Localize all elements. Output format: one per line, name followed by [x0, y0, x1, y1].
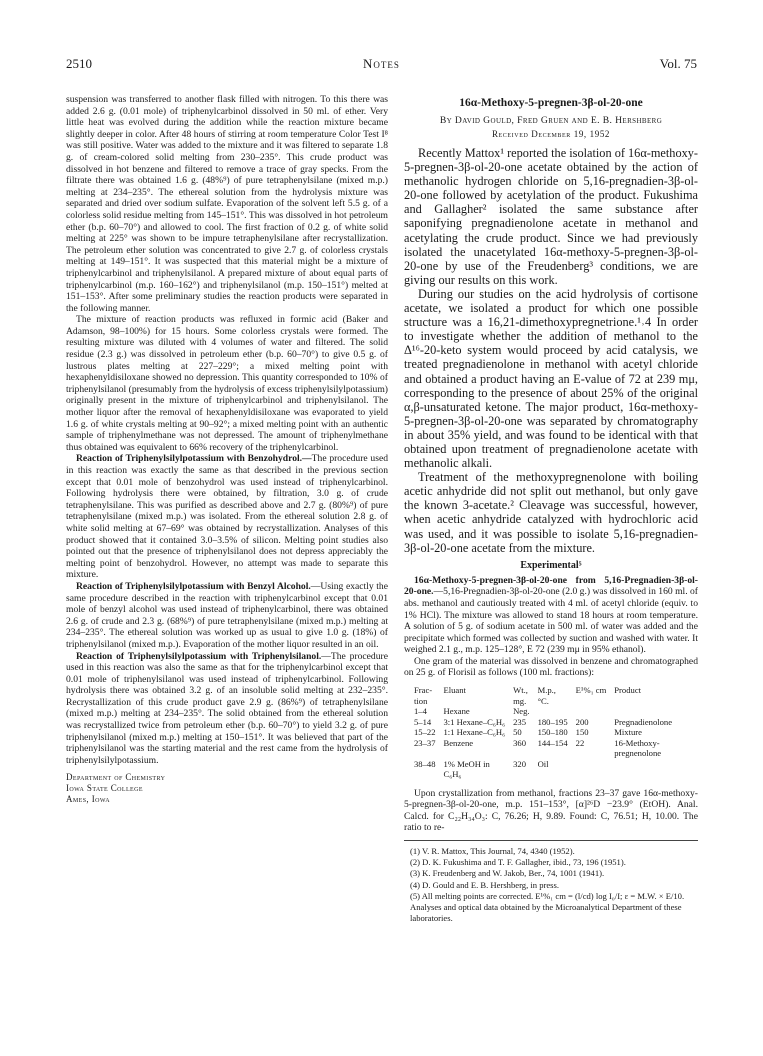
- experimental-paragraph: [404, 575, 698, 656]
- table-cell: [572, 706, 611, 717]
- table-cell: Benzene: [443, 737, 474, 748]
- table-header-cell: Eluant: [443, 685, 466, 696]
- table-cell: Oil: [537, 758, 549, 769]
- table-row: [410, 738, 676, 759]
- page-number: 2510: [66, 56, 92, 71]
- table-cell: 3:1 Hexane–C₆H₆: [443, 716, 506, 727]
- table-cell: 1:1 Hexane–C₆H₆: [443, 727, 506, 738]
- section-paragraph: [66, 651, 388, 767]
- table-header-row: [410, 685, 676, 706]
- left-column: [66, 94, 388, 805]
- fraction-table: [410, 685, 676, 780]
- table-cell: 50: [513, 727, 522, 738]
- footnote: (2) D. K. Fukushima and T. F. Gallagher, ibid., 73, 196 (1951).: [410, 857, 626, 868]
- chromatography-text: One gram of the material was dissolved in benzene and chromatographed on 25 g. of Florisil as follows (100 ml. fractions):: [404, 655, 698, 679]
- table-cell: Mixture: [614, 727, 642, 738]
- received-date: Received December 19, 1952: [491, 129, 611, 139]
- table-cell: 360: [513, 737, 526, 748]
- experimental-heading: Experimental⁵: [520, 559, 582, 571]
- body-paragraph: Treatment of the methoxypregnenolone with boiling acetic anhydride did not split out methanol, but only gave the known 3-acetate.² Cleavage was successful, however, when acetic anhydride catalyzed with hydrochloric acid was used, and it was possible to isolate 5,16-pregnadien-3β-ol-20-one acetate from the mixture.: [404, 470, 698, 555]
- section-body: —Using exactly the same procedure described in the reaction with triphenylcarbinol except that 0.01 mole of benzyl alcohol was used instead of triphenylcarbinol, there was obtained 2.6 g. of crude and 2.3 g. (68%⁹) of pure tetraphenylsilane (mixed m.p.) melting at 234–235°. The ethereal solution was worked up as usual to give 1.0 g. (18%) of triphenylsilanol (mixed m.p.). Evaporation of the mother liquor resulted in an oil.: [66, 580, 388, 650]
- table-row: [410, 717, 676, 728]
- table-cell: 1% MeOH in C₆H₆: [443, 758, 490, 780]
- volume-label: Vol. 75: [659, 56, 697, 71]
- table-cell: 38–48: [414, 758, 436, 769]
- table-cell: 320: [513, 758, 526, 769]
- table-cell: 150: [575, 727, 589, 738]
- section-heading: Reaction of Triphenylsilylpotassium with Benzohydrol.—: [76, 453, 312, 465]
- section-body: —The procedure used in this reaction was also the same as that for the triphenylcarbinol except that 0.01 mole of triphenylsilanol was used instead of triphenylcarbinol. Following hydrolysis there was obtained 3.2 g. of an insoluble solid melting at 232–235°. Recrystallization of this crude product gave 2.9 g. (86%⁹) of tetraphenylsilane (mixed m.p.) melting at 234–235°. The solid obtained from the ethereal solution was recrystallized twice from petroleum ether (b.p. 60–70°) to yield 3.2 g. of pure triphenylsilanol (mixed m.p.) melting at 150–151°. It was believed that part of the triphenylsilanol was the starting material and the rest came from the hydrolysis of triphenylsilylpotassium.: [66, 650, 388, 766]
- section-body: The procedure used in this reaction was exactly the same as that described in the previous section except that 0.01 mole of benzohydrol was used instead of triphenylcarbinol. Following hydrolysis there were obtained, by filtration, 3.0 g. of crude tetraphenylsilane. This was purified as described above and 2.7 g. (80%⁹) of pure tetraphenylsilane (mixed m.p.) was isolated. From the ethereal solution 2.8 g. of white solid melting at 67–69° was obtained by recrystallization. Analyses of this product showed that it contained 3.0–3.5% of silicon. Melting point studies also pointed out that the presence of triphenylsilanol does not depress appreciably the melting point of benzohydrol. However, no attempt was made to separate this mixture.: [66, 453, 388, 581]
- table-header-cell: Wt., mg.: [513, 685, 528, 706]
- table-cell: 235: [513, 716, 526, 727]
- footnote: (3) K. Freudenberg and W. Jakob, Ber., 74, 1001 (1941).: [410, 868, 605, 879]
- table-cell: Pregnadienolone: [614, 716, 673, 727]
- table-cell: 200: [575, 716, 589, 727]
- table-cell: Neg.: [513, 706, 530, 717]
- table-row: [410, 727, 676, 738]
- section-heading: Reaction of Triphenylsilylpotassium with Triphenylsilanol.: [76, 650, 322, 662]
- crystallization-text: Upon crystallization from methanol, fractions 23–37 gave 16α-methoxy-5-pregnen-3β-ol-20-one, m.p. 151–153°, [α]²⁶D −23.9° (EtOH). Anal. Calcd. for C₂₂H₃₄O₃: C, 76.26; H, 9.89. Found: C, 76.51; H, 10.00. The ratio to re-: [404, 787, 698, 834]
- table-cell: [572, 759, 611, 780]
- table-cell: 1–4: [414, 706, 427, 717]
- footnotes: [404, 846, 698, 924]
- footnote: (5) All melting points are corrected. E¹%₁ cm = (l/cd) log I₀/I; ε = M.W. × E/10. Analyses and optical data obtained by the Microanalytical Department of these laboratories.: [410, 890, 685, 924]
- body-paragraph: The mixture of reaction products was refluxed in formic acid (Baker and Adamson, 98–100%) for 15 hours. Some colorless crystals were formed. The resulting mixture was diluted with 4 volumes of water and filtered. The solid residue (2.3 g.) was dissolved in petroleum ether (b.p. 60–70°) to give 0.5 g. of lustrous plates melting at 227–229°; a mixed melting point with hexaphenyldisiloxane showed no depression. This quantity corresponded to 10% of triphenylsilanol (presumably from the hydrolysis of excess triphenylsilylpotassium) originally present in the mixture of triphenylcarbinol and triphenylsilanol. The mother liquor after the removal of hexaphenyldisiloxane was evaporated to yield 1.6 g. of white crystals melting at 90–92°; a mixed melting point with an authentic sample of triphenylmethane was not depressed. The amount of triphenylmethane thus obtained was equivalent to 66% recovery of the triphenylcarbinol.: [66, 314, 388, 453]
- table-cell: Hexane: [443, 706, 470, 717]
- table-cell: [534, 706, 572, 717]
- affiliation-line: Ames, Iowa: [66, 794, 110, 805]
- section-heading: Reaction of Triphenylsilylpotassium with Benzyl Alcohol.: [76, 580, 311, 592]
- table-cell: 180–195: [537, 716, 568, 727]
- experimental-body: —5,16-Pregnadien-3β-ol-20-one (2.0 g.) was dissolved in 160 ml. of abs. methanol and cautiously treated with 4 ml. of acetyl chloride (equiv. to 1% HCl). The mixture was allowed to stand 18 hours at room temperature. A solution of 5 g. of sodium acetate in 500 ml. of water was added and the precipitate which formed was collected by suction and washed with water. It weighed 2.1 g., m.p. 125–128°, E 72 (239 mμ in 95% ethanol).: [404, 586, 698, 656]
- table-header-cell: E¹%₁ cm: [575, 685, 607, 696]
- affiliation-line: Iowa State College: [66, 783, 143, 794]
- table-cell: 15–22: [414, 727, 436, 738]
- table-row: [410, 759, 676, 780]
- table-body: [410, 706, 676, 780]
- affiliation: [66, 772, 388, 805]
- footnote-divider: [404, 840, 698, 841]
- table-cell: 16-Methoxy- pregnenolone: [614, 737, 662, 759]
- table-row: [410, 706, 676, 717]
- article-title: 16α-Methoxy-5-pregnen-3β-ol-20-one: [459, 97, 643, 109]
- footnote: (1) V. R. Mattox, This Journal, 74, 4340 (1952).: [410, 845, 575, 856]
- table-cell: 144–154: [537, 737, 568, 748]
- table-cell: 5–14: [414, 716, 432, 727]
- table-cell: [610, 706, 676, 717]
- body-paragraph: Recently Mattox¹ reported the isolation of 16α-methoxy-5-pregnen-3β-ol-20-one acetate obtained by the action of methanolic hydrogen chloride on 5,16-pregnadien-3β-ol-20-one followed by acetylation of the product. Fukushima and Gallagher² isolated the same substance after saponifying pregnadienolone acetate in methanol and acetylating the crude product. Since we had previously isolated the unacetylated 16α-methoxy-5-pregnen-3β-ol-20-one by use of the Freudenberg³ conditions, we are giving our results on this work.: [404, 146, 698, 287]
- section-paragraph: [66, 453, 388, 581]
- table-cell: [610, 759, 676, 780]
- table-cell: 22: [575, 737, 585, 748]
- body-paragraph: suspension was transferred to another flask filled with nitrogen. To this there was added 2.6 g. (0.01 mole) of triphenylcarbinol dissolved in 50 ml. of ether. Very little heat was evolved during the addition while the reaction mixture became slightly deeper in color. After 48 hours of stirring at room temperature Color Test I⁸ was still positive. Water was added to the mixture and it was filtered to separate 1.8 g. of cream-colored solid melting from 230–235°. This crude product was dissolved in hot benzene and filtered to remove a trace of gray specks. From the filtrate there was obtained 1.6 g. (48%⁹) of pure tetraphenylsilane (mixed m.p.) melting at 234–235°. The ethereal solution from the hydrolysis mixture was separated and dried over sodium sulfate. Evaporation of the solvent left 5.5 g. of a colorless solid residue melting from 145–151°. This was dissolved in hot petroleum ether (b.p. 60–70°) and allowed to cool. The first fraction of 0.2 g. of white solid melting at 225° was shown to be impure tetraphenylsilane after recrystallization. The petroleum ether solution was concentrated to give 2.7 g. of colorless crystals melting at 149–151°. It was suspected that this material might be a mixture of triphenylcarbinol and triphenylsilanol. A prepared mixture of about equal parts of triphenylcarbinol (m.p. 160–162°) and triphenylsilanol (m.p. 150–151°) melted at 151–153°. After some preliminary studies the reaction products were separated in the following manner.: [66, 94, 388, 314]
- affiliation-line: Department of Chemistry: [66, 772, 166, 783]
- page-header: [66, 56, 697, 74]
- experimental-lead: 16α-Methoxy-5-pregnen-3β-ol-20-one from 5,16-Pregnadien-3β-ol-20-one.: [404, 574, 698, 598]
- table-header-cell: Product: [614, 685, 642, 696]
- table-cell: 150–180: [537, 727, 568, 738]
- body-paragraph: During our studies on the acid hydrolysis of cortisone acetate, we isolated a product for which one possible structure was a 16,21-dimethoxypregnetrione.¹˒4 In order to investigate whether the addition of methanol to the Δ¹⁶-20-keto system would proceed by acid catalysis, we treated pregnadienolone in methanol with acetyl chloride and obtained a product having an E-value of 72 at 239 mμ, corresponding to the presence of about 25% of the original α,β-unsaturated ketone. The major product, 16α-methoxy-5-pregnen-3β-ol-20-one was separated by chromatography in about 35% yield, and was found to be identical with that obtained upon treatment of pregnadienolone acetate with methanolic alkali.: [404, 286, 698, 471]
- table-header-cell: Frac- tion: [414, 685, 433, 706]
- right-column: [404, 94, 698, 924]
- footnote: (4) D. Gould and E. B. Hershberg, in press.: [410, 879, 560, 890]
- running-head: Notes: [363, 56, 400, 71]
- section-paragraph: [66, 581, 388, 651]
- table-header-cell: M.p., °C.: [537, 685, 556, 706]
- table-cell: 23–37: [414, 737, 436, 748]
- article-authors: By David Gould, Fred Gruen and E. B. Hershberg: [439, 115, 663, 126]
